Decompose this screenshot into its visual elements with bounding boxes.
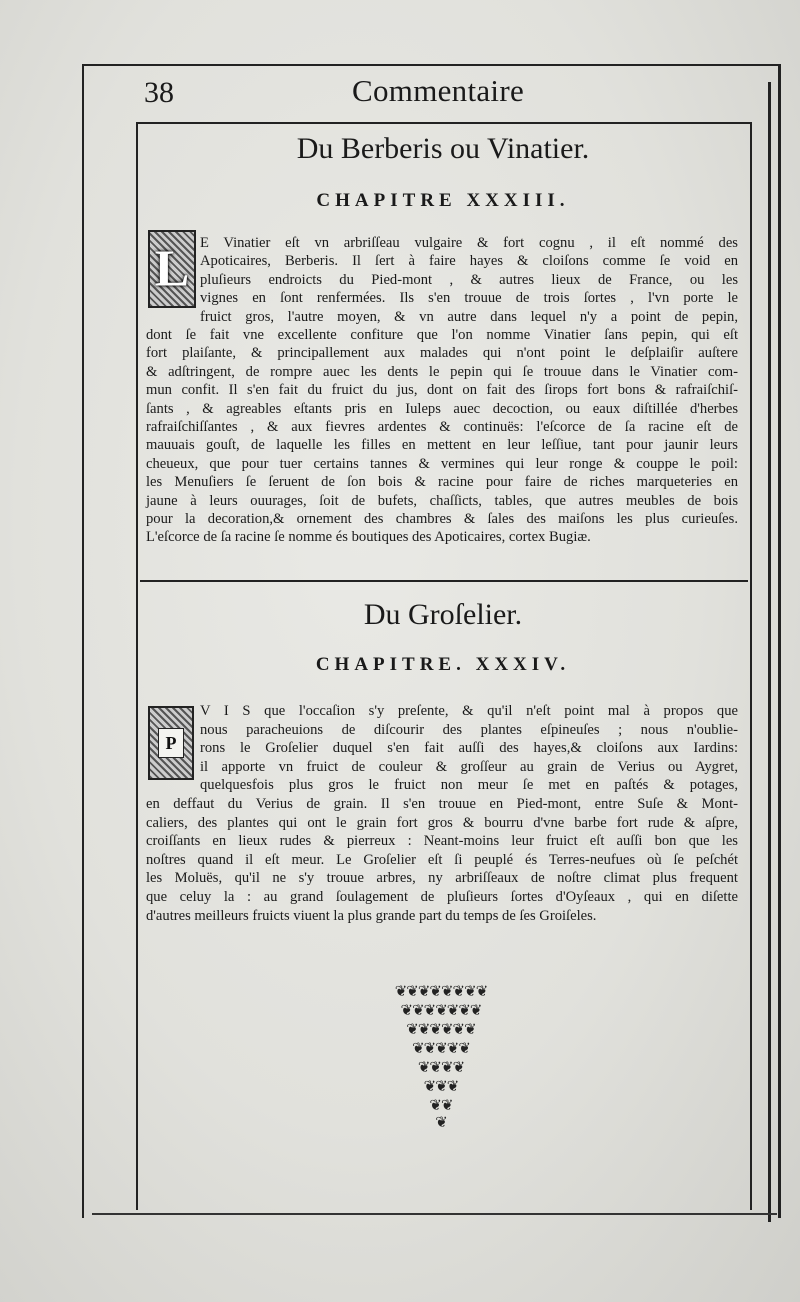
fleuron-row-2: ❦❦❦❦❦❦❦ [400,1001,482,1019]
text-line: en deffaut du Verius de grain. Il s'en trouue en Pied-mont, entre Suſe & Mont- [146,796,738,812]
text-line: dont ſe fait vne excellente confiture que l'on nomme Vinatier ſans pepin, qui eſt [146,327,738,343]
text-line: caliers, des plantes qui ont le grain fort gros & bourru d'vne barbe fort rude & aſpre, [146,814,738,831]
text-line: croiſſants en lieux rudes & pierreux : Neant-moins leur fruict eſt auſſi bon que les [146,833,738,850]
text-line: les Moluës, qu'il ne s'y trouue arbres, ny arbriſſeaux de noſtre climat plus frequent [146,870,738,887]
dropcap-ornament-l [148,230,196,308]
text-line: il apporte vn fruict de couleur & groſſeur au grain de Verius ou Aygret, [200,758,738,775]
page-number: 38 [144,76,174,109]
section-title-groselier: Du Groſelier. [363,598,523,631]
text-line: V I S que l'occaſion s'y preſente, & qu'il n'eſt point mal à propos que [200,703,738,719]
fleuron-row-7: ❦❦ [429,1096,453,1114]
text-line: rons le Groſelier duquel s'en fait auſſi des hayes,& cloiſons aux Iardins: [200,740,738,757]
text-line: fort plaiſante, & principallement aux malades qui n'ont point le deſplaiſir auſtere [146,345,738,362]
text-line: rafraiſchiſſantes , & aux fievres ardentes & continuës: l'eſcorce de ſa racine eſt de [146,419,738,435]
running-head: Commentaire [352,73,525,108]
text-line: nous paracheuions de diſcourir des plantes eſpineuſes ; nous n'oublie- [200,721,738,738]
text-line: noſtres quand il eſt meur. Le Groſelier eſt ſi peuplé és Terres-neufues où ſe peſchét [146,851,738,868]
section-divider [140,580,748,582]
fleuron-row-3: ❦❦❦❦❦❦ [406,1020,476,1038]
fleuron-row-4: ❦❦❦❦❦ [412,1039,470,1057]
text-line: les Menuſiers ſe ſeruent de ſon bois & racine pour faire de riches marqueteries en [146,474,738,491]
dropcap-letter: P [158,728,184,758]
text-line: cheueux, que pour tuer certains tannes & vermines qui leur ronge & couppe le poil: [146,455,738,472]
text-line: E Vinatier eſt vn arbriſſeau vulgaire & fort cognu , il eſt nommé des [200,235,738,251]
text-line: vignes en ſont renfermées. Ils s'en trouue de trois ſortes , l'vn porte le [200,290,738,307]
text-line: d'autres meilleurs fruicts viuent la plus grande part du temps de ſes Groiſeles. [146,907,597,924]
text-line: & adſtringent, de rompre auec les dents le pepin qui ſe trouue dans le Vinatier com- [146,363,738,380]
text-line: L'eſcorce de ſa racine ſe nomme és boutiques des Apoticaires, cortex Bugiæ. [146,529,591,546]
text-line: pluſieurs endroicts du Pied-mont , & autres lieux de France, ou les [200,271,738,288]
fleuron-row-1: ❦❦❦❦❦❦❦❦ [394,982,488,1000]
right-border-rule [768,82,771,1222]
dropcap-letter: L [154,240,190,298]
text-line: mauuais gouſt, de laquelle les filles en mettent en leur leſſiue, tant pour jaunir leurs [146,437,738,454]
text-line: quelquesfois plus gros le fruict non meur ſe met en paſtés & potages, [200,777,738,794]
text-line: Apoticaires, Berberis. Il ſert à faire hayes & cloiſons comme ſe void en [200,253,738,270]
fleuron-row-6: ❦❦❦ [423,1077,459,1095]
text-line: que celuy la : au grand ſoulagement de pluſieurs ſortes d'Oyſeaux , qui en diſette [146,889,738,905]
text-line: pour la decoration,& ornement des chambres & ſales des maiſons les plus curieuſes. [146,511,738,527]
fleuron-row-5: ❦❦❦❦ [417,1058,465,1076]
dropcap-ornament-p [148,706,194,780]
fleuron-row-8: ❦ [435,1113,447,1131]
chapter-label-xxxiii: CHAPITRE XXXIII. [316,190,570,211]
chapter-label-xxxiv: CHAPITRE. XXXIV. [315,654,571,675]
section-title-berberis: Du Berberis ou Vinatier. [296,132,590,165]
text-line: ſants , & agreables eſtants pris en Iuleps auec decoction, ou eaux diſtillée d'herbes [146,400,738,417]
text-line: mun confit. Il s'en fait du fruict du jus, dont on fait des ſirops fort bons & rafraiſchiſ- [146,382,738,399]
text-line: fruict gros, l'autre moyen, & vn autre dans lequel n'y a point de pepin, [200,308,738,325]
text-line: jaune à leurs ouurages, ſoit de bufets, chaſſicts, tables, que autres meubles de bois [146,492,738,509]
bottom-rule [92,1213,777,1215]
